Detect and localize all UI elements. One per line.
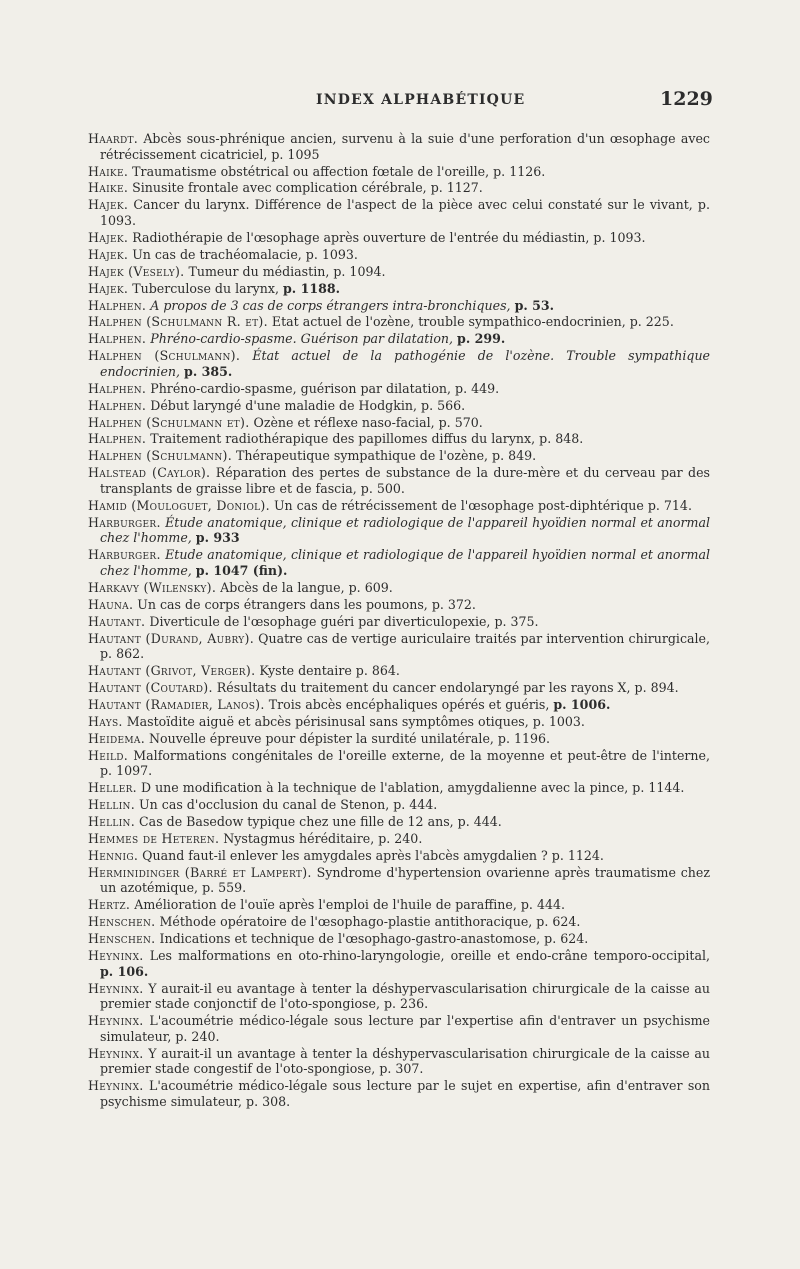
entry-author: Hellin. bbox=[88, 797, 136, 813]
entry-page-ref: p. 1127. bbox=[430, 180, 483, 196]
entry-title: Ozène et réflexe naso-facial, bbox=[249, 414, 439, 430]
entry-page-ref: p. 225. bbox=[629, 314, 674, 330]
entry-title: Réparation des pertes de substance de la dure-mère et du cerveau par des transplants de graisse libre et de fascia, bbox=[100, 465, 710, 496]
entry-title: Y aurait-il un avantage à tenter la déshypervascularisation chirurgicale de la caisse au premier stade congestif de l'oto-spongiose, bbox=[100, 1045, 710, 1077]
entry-author: Hays. bbox=[88, 713, 123, 729]
entry-page-ref: p. 1124. bbox=[551, 847, 604, 863]
index-entry bbox=[88, 314, 710, 330]
entry-author: Hajek. bbox=[88, 280, 129, 296]
entry-author: Harkavy (Wilensky). bbox=[88, 579, 217, 595]
entry-title: Sinusite frontale avec complication cérébrale, bbox=[128, 180, 431, 196]
entry-title: Indications et technique de l'œsophago-gastro-anastomose, bbox=[155, 931, 545, 947]
running-title: INDEX ALPHABÉTIQUE bbox=[316, 92, 526, 108]
entry-page-ref: p. 1093. bbox=[593, 229, 646, 245]
index-entry bbox=[88, 797, 710, 813]
index-entries bbox=[88, 131, 710, 1111]
entry-page-ref: p. 444. bbox=[520, 897, 565, 913]
index-entry bbox=[88, 914, 710, 930]
index-entry bbox=[88, 164, 710, 180]
entry-author: Hautant (Ramadier, Lanos). bbox=[88, 696, 265, 712]
entry-page-ref: p. 307. bbox=[379, 1061, 424, 1077]
entry-author: Heller. bbox=[88, 780, 137, 796]
entry-title: Traitement radiothérapique des papillomes diffus du larynx, bbox=[146, 431, 540, 447]
entry-author: Halphen (Schulmann). bbox=[88, 448, 233, 464]
index-entry bbox=[88, 1013, 710, 1044]
entry-title: Etude anatomique, clinique et radiologique de l'appareil hyoïdien normal et anormal chez l'homme, bbox=[100, 547, 710, 579]
index-entry bbox=[88, 281, 710, 297]
entry-page-ref: p. 933 bbox=[195, 530, 240, 546]
index-entry bbox=[88, 415, 710, 431]
entry-title: Abcès sous-phrénique ancien, survenu à la suie d'une perforation d'un œsophage avec rétrécissement cicatriciel, bbox=[100, 131, 710, 162]
entry-author: Heyninx. bbox=[88, 1013, 144, 1029]
index-entry bbox=[88, 547, 710, 578]
entry-title: Phréno-cardio-spasme. Guérison par dilatation, bbox=[146, 331, 458, 347]
entry-author: Halphen. bbox=[88, 397, 147, 413]
entry-title: A propos de 3 cas de corps étrangers intra-bronchiques, bbox=[146, 297, 515, 313]
entry-author: Heyninx. bbox=[88, 1078, 144, 1094]
entry-page-ref: p. 849. bbox=[492, 448, 537, 464]
entry-page-ref: p. 894. bbox=[634, 680, 679, 696]
index-entry bbox=[88, 948, 710, 979]
index-entry bbox=[88, 597, 710, 613]
entry-title: Quand faut-il enlever les amygdales après l'abcès amygdalien ? bbox=[138, 847, 552, 863]
index-entry bbox=[88, 848, 710, 864]
entry-author: Hellin. bbox=[88, 814, 136, 830]
entry-page-ref: p. 862. bbox=[100, 646, 145, 662]
entry-page-ref: p. 240. bbox=[378, 830, 423, 846]
entry-author: Hautant (Grivot, Verger). bbox=[88, 663, 256, 679]
entry-title: Phréno-cardio-spasme, guérison par dilatation, bbox=[146, 380, 456, 396]
entry-page-ref: p. 1094. bbox=[333, 263, 386, 279]
entry-title: Kyste dentaire bbox=[255, 663, 356, 679]
index-entry bbox=[88, 631, 710, 662]
index-entry bbox=[88, 398, 710, 414]
entry-title: Un cas d'occlusion du canal de Stenon, bbox=[135, 797, 394, 813]
entry-title: Mastoïdite aiguë et abcès périsinusal sans symptômes otiques, bbox=[122, 713, 533, 729]
entry-title: Tumeur du médiastin, bbox=[184, 263, 334, 279]
index-entry bbox=[88, 448, 710, 464]
entry-title: Début laryngé d'une maladie de Hodgkin, bbox=[146, 397, 422, 413]
entry-title: Méthode opératoire de l'œsophago-plastie antithoracique, bbox=[155, 914, 537, 930]
entry-title: Les malformations en oto-rhino-laryngologie, oreille et endo-crâne temporo-occipital, bbox=[143, 947, 710, 963]
entry-page-ref: p. 1095 bbox=[271, 146, 320, 162]
index-entry bbox=[88, 247, 710, 263]
entry-title: Résultats du traitement du cancer endolaryngé par les rayons X, bbox=[212, 680, 635, 696]
index-entry bbox=[88, 348, 710, 379]
index-entry bbox=[88, 663, 710, 679]
entry-page-ref: p. 375. bbox=[494, 613, 539, 629]
index-entry bbox=[88, 814, 710, 830]
entry-page-ref: p. 864. bbox=[355, 663, 400, 679]
entry-author: Hennig. bbox=[88, 847, 139, 863]
entry-title: Nouvelle épreuve pour dépister la surdité unilatérale, bbox=[145, 730, 498, 746]
entry-author: Halphen. bbox=[88, 431, 147, 447]
entry-author: Heyninx. bbox=[88, 1045, 144, 1061]
entry-page-ref: p. 848. bbox=[539, 431, 584, 447]
entry-page-ref: p. 372. bbox=[431, 596, 476, 612]
entry-title: Nystagmus héréditaire, bbox=[219, 830, 379, 846]
entry-title: Abcès de la langue, bbox=[216, 579, 349, 595]
index-entry bbox=[88, 465, 710, 496]
index-entry bbox=[88, 180, 710, 196]
entry-author: Hertz. bbox=[88, 897, 131, 913]
entry-title: Syndrome d'hypertension ovarienne après traumatisme chez un azotémique, bbox=[100, 864, 710, 896]
entry-page-ref: p. 53. bbox=[514, 297, 555, 313]
index-entry bbox=[88, 897, 710, 913]
entry-page-ref: p. 1006. bbox=[553, 696, 611, 712]
entry-author: Harburger. bbox=[88, 514, 161, 530]
index-entry bbox=[88, 931, 710, 947]
entry-author: Haike. bbox=[88, 180, 129, 196]
entry-author: Heyninx. bbox=[88, 947, 144, 963]
index-entry bbox=[88, 697, 710, 713]
entry-title: Quatre cas de vertige auriculaire traités par intervention chirurgicale, bbox=[254, 630, 711, 646]
index-entry bbox=[88, 264, 710, 280]
entry-author: Haardt. bbox=[88, 131, 139, 146]
entry-page-ref: p. 444. bbox=[393, 797, 438, 813]
entry-page-ref: p. 1093. bbox=[305, 246, 358, 262]
entry-page-ref: p. 500. bbox=[360, 480, 405, 496]
entry-author: Halphen (Schulmann R. et). bbox=[88, 314, 268, 330]
entry-author: Herminidinger (Barré et Lampert). bbox=[88, 864, 312, 880]
entry-title: L'acoumétrie médico-légale sous lecture par le sujet en expertise, afin d'entraver son psychisme simulateur, bbox=[100, 1078, 710, 1110]
entry-author: Halstead (Caylor). bbox=[88, 465, 211, 481]
entry-title: L'acoumétrie médico-légale sous lecture par l'expertise afin d'entraver un psychisme simulateur, bbox=[100, 1013, 710, 1044]
index-entry bbox=[88, 580, 710, 596]
entry-page-ref: p. 609. bbox=[348, 579, 393, 595]
entry-page-ref: p. 299. bbox=[457, 331, 506, 347]
entry-author: Hautant (Coutard). bbox=[88, 680, 213, 696]
entry-author: Hautant. bbox=[88, 613, 146, 629]
index-entry bbox=[88, 981, 710, 1012]
index-entry bbox=[88, 1078, 710, 1109]
index-entry bbox=[88, 1046, 710, 1077]
entry-page-ref: p. 1196. bbox=[497, 730, 551, 746]
entry-author: Heidema. bbox=[88, 730, 146, 746]
entry-title: Traumatisme obstétrical ou affection fœtale de l'oreille, bbox=[128, 163, 494, 179]
index-entry bbox=[88, 748, 710, 779]
entry-page-ref: p. 449. bbox=[455, 380, 500, 396]
entry-author: Halphen (Schulmann et). bbox=[88, 414, 250, 430]
entry-author: Halphen. bbox=[88, 380, 147, 396]
entry-author: Hamid (Mouloguet, Doniol). bbox=[88, 497, 270, 513]
entry-author: Haike. bbox=[88, 163, 129, 179]
entry-author: Henschen. bbox=[88, 914, 156, 930]
entry-page-ref: p. 714. bbox=[647, 497, 692, 513]
entry-title: Radiothérapie de l'œsophage après ouverture de l'entrée du médiastin, bbox=[128, 229, 594, 245]
entry-page-ref: p. 1093. bbox=[100, 197, 710, 229]
entry-title: D une modification à la technique de l'ablation, amygdalienne avec la pince, bbox=[136, 780, 633, 796]
entry-title: Un cas de rétrécissement de l'œsophage post-diphtérique bbox=[269, 497, 648, 513]
entry-page-ref: p. 236. bbox=[383, 996, 429, 1012]
entry-title: Diverticule de l'œsophage guéri par diverticulopexie, bbox=[145, 613, 495, 629]
entry-page-ref: p. 624. bbox=[544, 931, 589, 947]
entry-author: Harburger. bbox=[88, 547, 161, 563]
entry-title: Malformations congénitales de l'oreille externe, de la moyenne et peut-être de l'interne, bbox=[128, 747, 710, 763]
page-number: 1229 bbox=[660, 88, 713, 110]
entry-author: Hemmes de Heteren. bbox=[88, 830, 220, 846]
entry-page-ref: p. 1047 (fin). bbox=[195, 563, 288, 579]
entry-title: Etat actuel de l'ozène, trouble sympathico-endocrinien, bbox=[267, 314, 630, 330]
entry-page-ref: p. 240. bbox=[175, 1028, 220, 1044]
entry-page-ref: p. 559. bbox=[202, 880, 247, 896]
index-entry bbox=[88, 614, 710, 630]
entry-author: Hauna. bbox=[88, 596, 134, 612]
entry-title: Un cas de trachéomalacie, bbox=[128, 246, 306, 262]
index-entry bbox=[88, 331, 710, 347]
entry-author: Hajek (Vesely). bbox=[88, 263, 185, 279]
index-entry bbox=[88, 431, 710, 447]
entry-author: Heyninx. bbox=[88, 980, 144, 996]
entry-title: Trois abcès encéphaliques opérés et guéris, bbox=[264, 696, 554, 712]
index-entry bbox=[88, 230, 710, 246]
entry-author: Halphen (Schulmann). bbox=[88, 348, 241, 364]
entry-author: Hajek. bbox=[88, 197, 129, 213]
index-entry bbox=[88, 515, 710, 546]
entry-page-ref: p. 566. bbox=[421, 397, 466, 413]
entry-title: Cas de Basedow typique chez une fille de 12 ans, bbox=[135, 814, 458, 830]
entry-title: Y aurait-il eu avantage à tenter la déshypervascularisation chirurgicale de la caisse au premier stade conjonctif de l'oto-spongiose, bbox=[100, 980, 710, 1012]
entry-page-ref: p. 444. bbox=[457, 814, 502, 830]
index-entry bbox=[88, 831, 710, 847]
entry-title: Cancer du larynx. Différence de l'aspect de la pièce avec celui constaté sur le vivant, bbox=[128, 197, 698, 213]
entry-author: Halphen. bbox=[88, 331, 147, 347]
index-entry bbox=[88, 131, 710, 162]
index-entry bbox=[88, 498, 710, 514]
entry-page-ref: p. 385. bbox=[184, 363, 233, 379]
entry-page-ref: p. 1003. bbox=[532, 713, 585, 729]
entry-author: Henschen. bbox=[88, 931, 156, 947]
entry-author: Halphen. bbox=[88, 297, 147, 313]
index-entry bbox=[88, 197, 710, 228]
index-entry bbox=[88, 865, 710, 896]
entry-author: Hajek. bbox=[88, 229, 129, 245]
entry-page-ref: p. 1126. bbox=[493, 163, 546, 179]
running-head bbox=[0, 88, 800, 118]
entry-title: État actuel de la pathogénie de l'ozène. Trouble sympathique endocrinien, bbox=[100, 348, 711, 379]
entry-author: Hautant (Durand, Aubry). bbox=[88, 630, 255, 646]
entry-title: Tuberculose du larynx, bbox=[128, 280, 283, 296]
entry-page-ref: p. 308. bbox=[246, 1094, 291, 1110]
entry-page-ref: p. 1188. bbox=[283, 280, 341, 296]
entry-author: Hajek. bbox=[88, 246, 129, 262]
index-entry bbox=[88, 714, 710, 730]
entry-title: Thérapeutique sympathique de l'ozène, bbox=[232, 448, 493, 464]
entry-title: Un cas de corps étrangers dans les poumons, bbox=[133, 596, 432, 612]
entry-page-ref: p. 570. bbox=[438, 414, 483, 430]
entry-author: Heild. bbox=[88, 747, 129, 763]
entry-page-ref: p. 1144. bbox=[632, 780, 685, 796]
index-entry bbox=[88, 680, 710, 696]
entry-page-ref: p. 106. bbox=[100, 963, 149, 979]
index-entry bbox=[88, 780, 710, 796]
entry-title: Amélioration de l'ouïe après l'emploi de l'huile de paraffine, bbox=[130, 897, 521, 913]
index-entry bbox=[88, 381, 710, 397]
index-entry bbox=[88, 298, 710, 314]
entry-page-ref: p. 1097. bbox=[100, 763, 153, 779]
entry-title: Étude anatomique, clinique et radiologique de l'appareil hyoïdien normal et anormal chez l'homme, bbox=[100, 514, 710, 546]
entry-page-ref: p. 624. bbox=[536, 914, 581, 930]
index-entry bbox=[88, 731, 710, 747]
